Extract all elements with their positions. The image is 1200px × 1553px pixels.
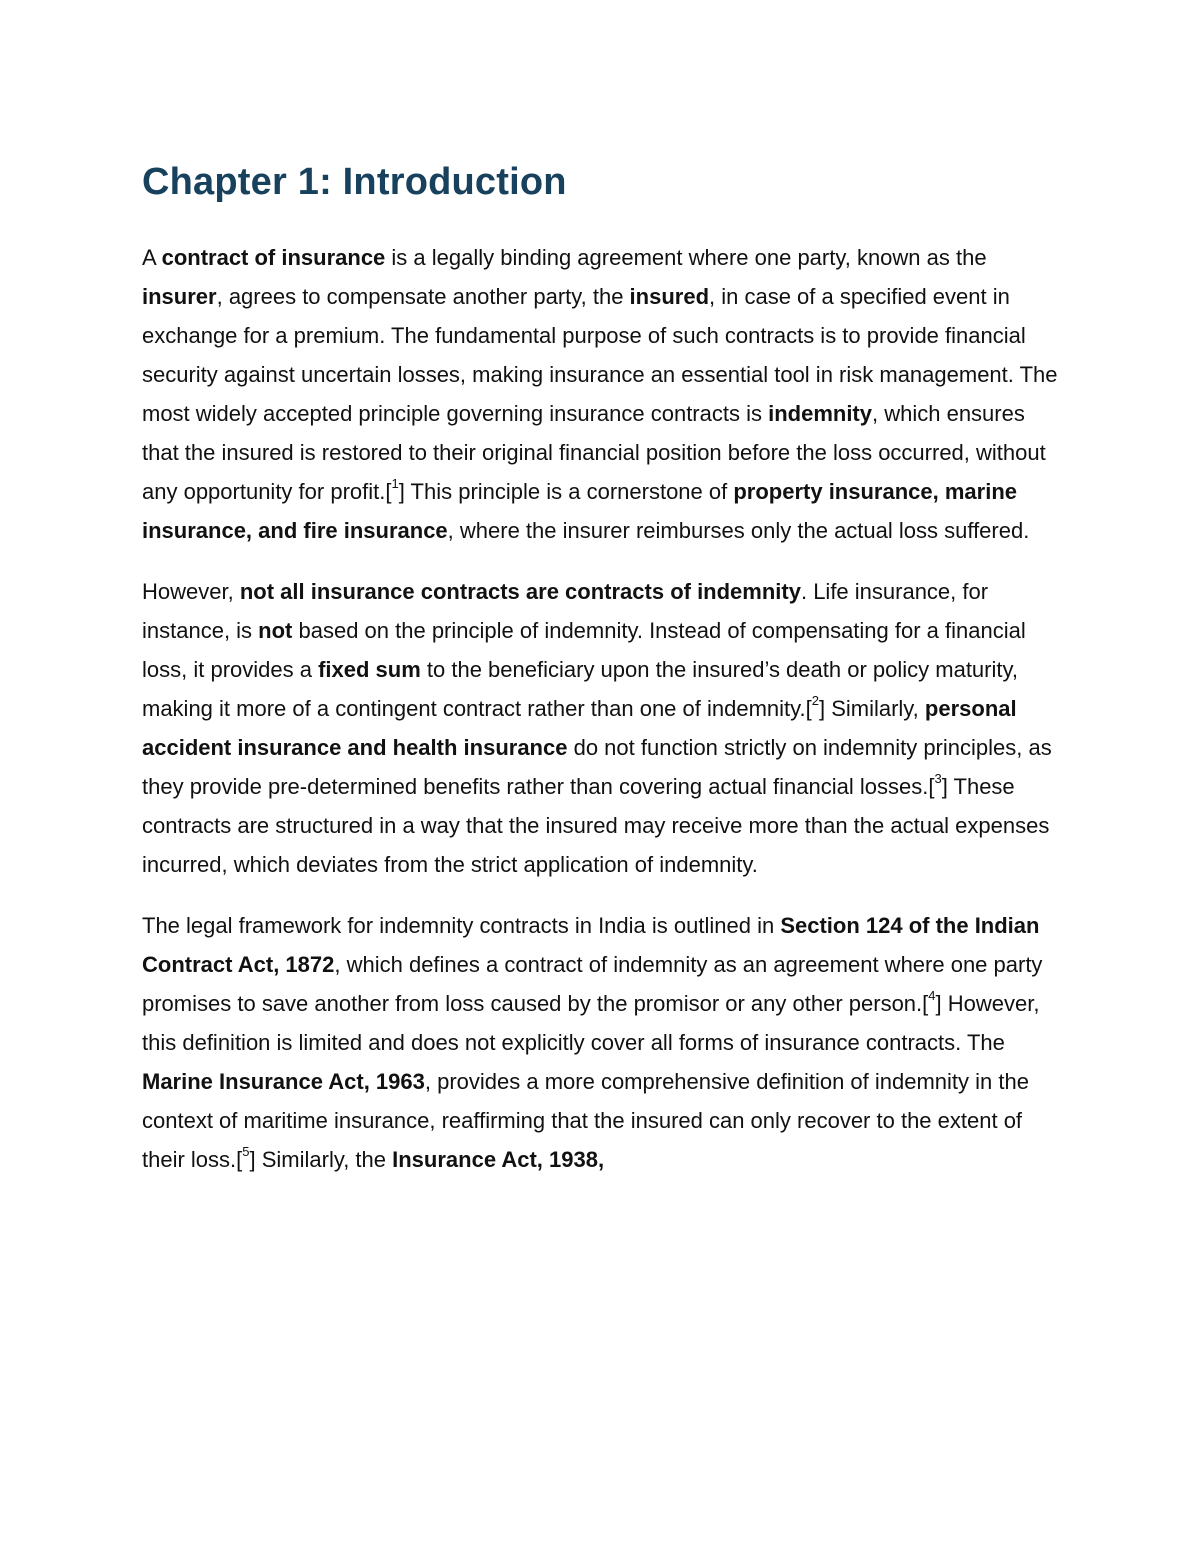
footnote-ref[interactable]: 3	[934, 771, 942, 787]
text-run: A	[142, 244, 162, 270]
text-run: is a legally binding agreement where one party, known as the	[385, 244, 987, 270]
text-run: , agrees to compensate another party, the	[216, 283, 630, 309]
text-run: do not function strictly on indemnity principles, as they provide pre-determined benefits rather than covering actual financial losses.[	[142, 734, 1052, 799]
bold-term: not	[258, 617, 293, 643]
bold-term: contract of insurance	[161, 244, 386, 270]
footnote-ref[interactable]: 1	[391, 476, 399, 492]
text-run: , in case of a specified event in exchange for a premium. The fundamental purpose of such contracts is to provide financial security against uncertain losses, making insurance an essential tool in risk management. The most widely accepted principle governing insurance contracts is	[142, 283, 1058, 426]
bold-term: not all insurance contracts are contracts of indemnity	[239, 578, 801, 604]
text-run: . Life insurance, for instance, is	[142, 578, 989, 643]
bold-term: Marine Insurance Act, 1963	[142, 1068, 425, 1094]
bold-term: Section 124 of the Indian Contract Act, 1872	[142, 912, 1040, 977]
chapter-title: Chapter 1: Introduction	[142, 161, 567, 203]
text-run: ] However, this definition is limited and does not explicitly cover all forms of insurance contracts. The	[142, 990, 1040, 1055]
bold-term: indemnity	[768, 400, 872, 426]
text-run: However,	[142, 578, 240, 604]
footnote-ref[interactable]: 2	[811, 693, 819, 709]
text-run: ] This principle is a cornerstone of	[398, 478, 734, 504]
text-run: , which defines a contract of indemnity as an agreement where one party promises to save another from loss caused by the promisor or any other person.[	[142, 951, 1043, 1016]
bold-term: fixed sum	[318, 656, 421, 682]
text-run: ] Similarly,	[818, 695, 925, 721]
text-run: ] These contracts are structured in a way that the insured may receive more than the actual expenses incurred, which deviates from the strict application of indemnity.	[142, 773, 1050, 877]
footnote-ref[interactable]: 4	[928, 988, 936, 1004]
text-run: , provides a more comprehensive definition of indemnity in the context of maritime insurance, reaffirming that the insured can only recover to the extent of their loss.[	[142, 1068, 1029, 1172]
text-run: , which ensures that the insured is restored to their original financial position before the loss occurred, without any opportunity for profit.[	[142, 400, 1046, 504]
text-run: ] Similarly, the	[249, 1146, 393, 1172]
bold-term: personal accident insurance and health insurance	[142, 695, 1017, 760]
bold-term: insured	[629, 283, 710, 309]
document-page	[142, 160, 1062, 1201]
footnote-ref[interactable]: 5	[242, 1144, 250, 1160]
paragraph	[142, 572, 1062, 884]
bold-term: property insurance, marine insurance, and fire insurance	[142, 478, 1017, 543]
paragraph	[142, 238, 1062, 550]
text-run: to the beneficiary upon the insured’s death or policy maturity, making it more of a contingent contract rather than one of indemnity.[	[142, 656, 1018, 721]
paragraph	[142, 906, 1062, 1179]
bold-term: insurer	[142, 283, 217, 309]
bold-term: Insurance Act, 1938,	[392, 1146, 605, 1172]
text-run: , where the insurer reimburses only the actual loss suffered.	[447, 517, 1030, 543]
text-run: based on the principle of indemnity. Instead of compensating for a financial loss, it provides a	[142, 617, 1026, 682]
text-run: The legal framework for indemnity contracts in India is outlined in	[142, 912, 781, 938]
